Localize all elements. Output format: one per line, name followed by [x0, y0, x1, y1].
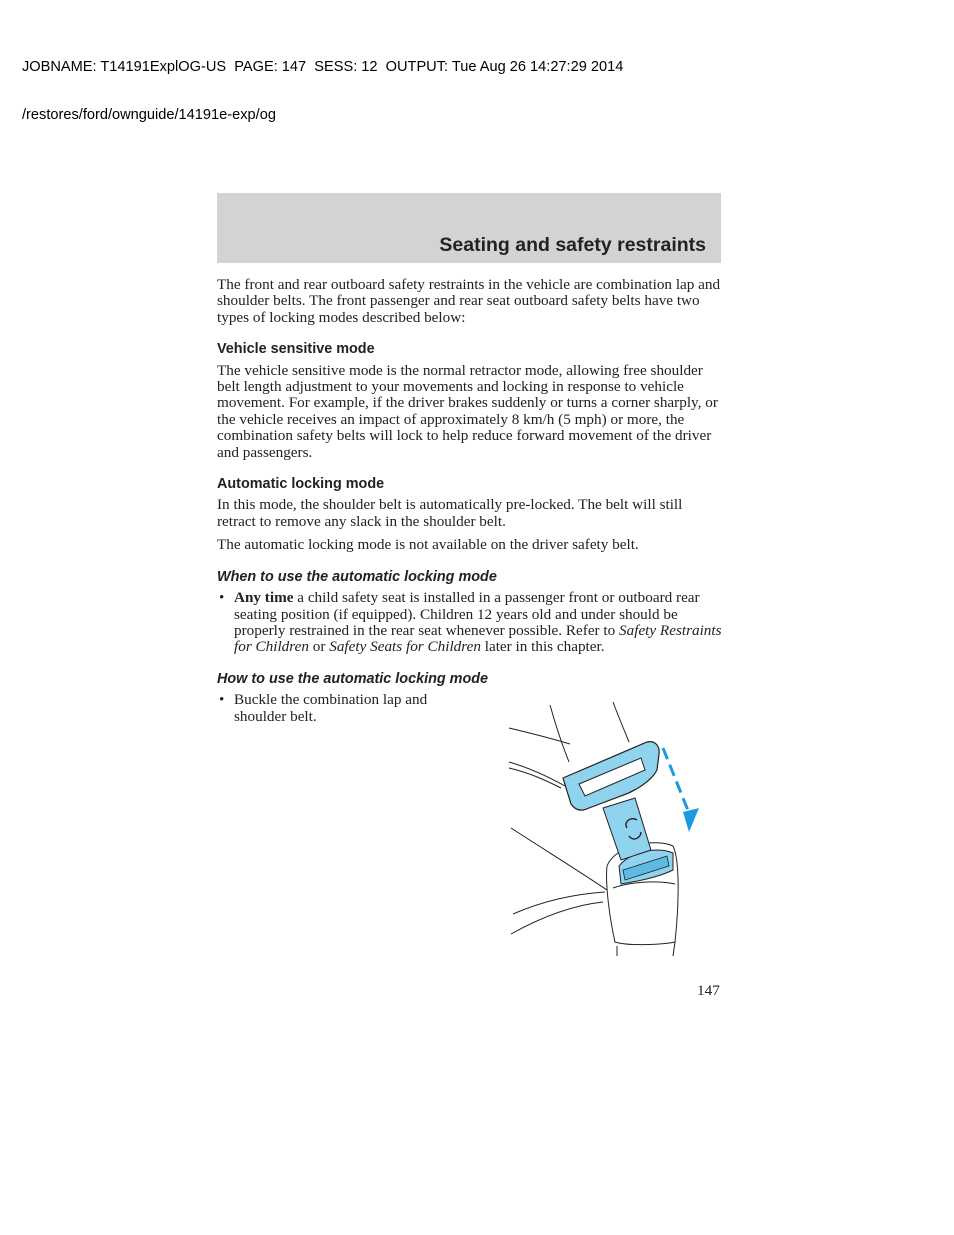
job-info-line1: JOBNAME: T14191ExplOG-US PAGE: 147 SESS: 12 OUTPUT: Tue Aug 26 14:27:29 2014 — [22, 59, 624, 75]
intro-paragraph: The front and rear outboard safety restraints in the vehicle are combination lap and shoulder belts. The front passenger and rear seat outboard safety belts have two types of locking modes described below: — [217, 276, 721, 326]
list-item — [217, 692, 459, 725]
bullet-text: Buckle the combination lap and shoulder belt. — [234, 691, 428, 725]
when-to-use-heading: When to use the automatic locking mode — [217, 568, 497, 585]
cross-reference: Safety Seats for Children — [329, 638, 481, 656]
bullet-text: later in this chapter. — [480, 638, 605, 656]
section-header-band — [217, 193, 721, 263]
seatbelt-buckle-icon — [505, 700, 720, 958]
bullet-bold-lead: Any time — [234, 589, 294, 607]
job-info-line2: /restores/ford/ownguide/14191e-exp/og — [22, 107, 276, 123]
how-to-use-heading: How to use the automatic locking mode — [217, 670, 489, 687]
cross-reference: Safety Restraints for Children — [234, 621, 722, 656]
bullet-symbol: • — [219, 691, 225, 709]
page-content — [217, 277, 723, 732]
automatic-locking-paragraph-2: The automatic locking mode is not available on the driver safety belt. — [217, 536, 639, 554]
section-title: Seating and safety restraints — [439, 234, 706, 256]
page-number: 147 — [697, 982, 720, 999]
job-info — [22, 27, 623, 139]
bullet-symbol: • — [219, 589, 225, 607]
vehicle-sensitive-paragraph: The vehicle sensitive mode is the normal retractor mode, allowing free shoulder belt length adjustment to your movements and locking in response to vehicle movement. For example, if the driver brakes suddenly or turns a corner sharply, or the vehicle receives an impact of approximately 8 km/h (5 mph) or more, the combination safety belts will lock to help reduce forward movement of the driver and passengers. — [217, 361, 718, 461]
automatic-locking-heading: Automatic locking mode — [217, 476, 385, 493]
seatbelt-buckle-figure — [505, 700, 720, 958]
bullet-text: or — [308, 638, 330, 656]
bullet-text: a child safety seat is installed in a passenger front or outboard rear seating position (if equipped). Children 12 years old and under should be properly restrained in the rear seat whenever possible. Refer to — [234, 589, 700, 639]
list-item — [217, 590, 723, 656]
vehicle-sensitive-heading: Vehicle sensitive mode — [217, 341, 375, 358]
automatic-locking-paragraph-1: In this mode, the shoulder belt is automatically pre-locked. The belt will still retract to remove any slack in the shoulder belt. — [217, 496, 683, 530]
